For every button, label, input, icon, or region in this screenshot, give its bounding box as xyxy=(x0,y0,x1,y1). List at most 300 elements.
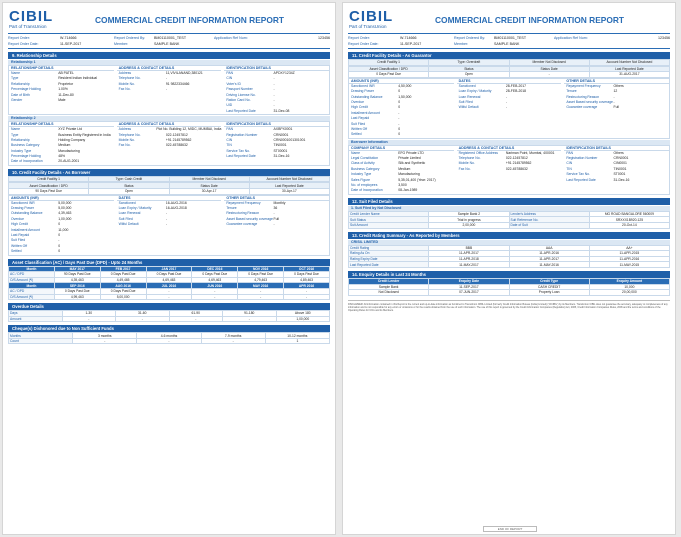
detail-label: Overdue xyxy=(11,216,25,221)
guarantor-facility-id-table xyxy=(348,59,670,66)
table-cell: Member Not Disclosed xyxy=(169,176,249,182)
detail-value: +91 2145789562 xyxy=(165,137,192,142)
section-title-enquiry: 14. Enquiry Details in Last 24 Months xyxy=(348,271,670,278)
detail-label: Service Tax No. xyxy=(226,148,251,153)
cibil-logo xyxy=(349,9,393,29)
table-cell: Last Reported Date xyxy=(349,262,429,268)
table-cell: - xyxy=(146,288,192,294)
detail-column xyxy=(349,146,454,194)
table-cell: O/S Amount (₹) xyxy=(9,277,55,283)
detail-value: 022-45788632 xyxy=(165,143,188,148)
detail-value: 20-AUG-2001 xyxy=(58,159,80,164)
detail-label: Repayment Frequency xyxy=(566,83,601,88)
detail-value: - xyxy=(273,222,275,227)
column-heading: ADDRESS & CONTACT DETAILS xyxy=(117,66,222,71)
table-cell: DEC 2016 xyxy=(192,266,238,272)
detail-value: 0 xyxy=(398,105,401,110)
detail-label: Mobile No. xyxy=(118,137,135,142)
detail-label: High Credit xyxy=(351,105,368,110)
table-cell: O/S Amount (₹) xyxy=(9,294,55,300)
detail-label: Address xyxy=(118,71,132,75)
detail-value: Private Limited xyxy=(398,156,421,161)
table-cell: Last Reported Date xyxy=(589,66,669,72)
detail-value: CRN0001 xyxy=(613,156,629,161)
table-cell: 4,99,463 xyxy=(54,294,100,300)
detail-value: - xyxy=(505,94,508,99)
table-cell: Enquiry Date xyxy=(429,278,509,284)
table-cell: 4,39,463 xyxy=(54,277,100,283)
table-cell: Credit Facility 1 xyxy=(9,176,89,182)
column-heading: DATES xyxy=(457,79,562,84)
detail-label: Wilful Default xyxy=(118,222,139,227)
table-cell: - xyxy=(284,288,330,294)
detail-label: Last Reported Date xyxy=(226,108,256,113)
relationship-2-grid xyxy=(8,121,330,166)
table-cell: - xyxy=(284,294,330,300)
table-cell: Last Reported Date xyxy=(249,183,329,189)
table-row xyxy=(9,316,330,322)
detail-value: 1.00% xyxy=(58,87,68,92)
column-heading: AMOUNTS (INR) xyxy=(349,79,454,84)
table-cell: - xyxy=(223,316,277,322)
detail-value: ST00001 xyxy=(273,148,288,153)
detail-value: - xyxy=(398,116,400,121)
table-cell: 11-APR-2016 xyxy=(589,256,669,262)
detail-value: 31-Dec-16 xyxy=(613,177,630,182)
detail-value: 31-Dec-16 xyxy=(273,154,290,159)
detail-row xyxy=(224,222,329,227)
table-cell: JAN 2017 xyxy=(146,266,192,272)
detail-value: 022-45788632 xyxy=(505,166,528,171)
table-cell: Amount xyxy=(9,316,63,322)
detail-label: No. of employees xyxy=(351,183,378,188)
detail-value: 12 xyxy=(613,89,618,94)
meta-label: Report Order: xyxy=(8,36,30,40)
table-cell: 0 Days Past Due xyxy=(192,272,238,278)
detail-value: - xyxy=(273,211,275,216)
detail-value: XYZ Private Ltd xyxy=(58,127,82,132)
table-cell: Credit Type xyxy=(509,278,589,284)
table-cell: Suit Reference No. xyxy=(509,217,589,223)
detail-value: 4,39,463 xyxy=(58,211,72,216)
report-title: COMMERCIAL CREDIT INFORMATION REPORT xyxy=(435,15,625,25)
detail-value: Medium xyxy=(398,166,411,171)
detail-row xyxy=(457,167,562,172)
detail-label: Written Off xyxy=(351,126,368,131)
table-cell: Sample Bank 2 xyxy=(429,211,509,217)
table-row xyxy=(349,223,670,229)
detail-column xyxy=(9,66,114,114)
detail-label: Guarantee coverage xyxy=(566,105,598,110)
detail-label: Overdue xyxy=(351,99,365,104)
table-cell: - xyxy=(62,316,116,322)
detail-label: Name xyxy=(11,71,21,75)
detail-label: TIN xyxy=(566,166,572,171)
detail-label: Drawing Power xyxy=(351,89,374,94)
detail-column xyxy=(9,122,114,165)
detail-label: Sales Figure xyxy=(351,177,371,182)
detail-row xyxy=(9,249,114,254)
table-cell: AA+ xyxy=(589,245,669,251)
detail-row xyxy=(117,143,222,148)
detail-value: 022-12457812 xyxy=(165,132,188,137)
detail-label: Last Repaid xyxy=(11,232,30,237)
detail-value: 0 xyxy=(398,99,401,104)
detail-value: 0 xyxy=(398,126,401,131)
detail-column xyxy=(349,79,454,138)
table-cell: Type: Cash Credit xyxy=(89,176,169,182)
table-cell: Status Date xyxy=(169,183,249,189)
detail-label: Fax No. xyxy=(458,166,471,171)
table-cell: - xyxy=(238,294,284,300)
cheques-table xyxy=(8,332,330,344)
brand-tagline: Part of TransUnion xyxy=(9,24,47,29)
detail-value: 31-Dec-08 xyxy=(273,108,290,113)
detail-value: ST0001 xyxy=(613,172,626,177)
table-cell: Status Date xyxy=(509,66,589,72)
meta-label: Report Order Date: xyxy=(8,42,39,46)
detail-value: - xyxy=(613,94,615,99)
suit-filed-table xyxy=(348,211,670,229)
table-cell: 7-9 months xyxy=(201,333,265,339)
table-cell: NOV 2016 xyxy=(238,266,284,272)
report-page-1 xyxy=(2,2,336,535)
report-page-2 xyxy=(342,2,676,535)
meta-value: SAMPLE BANK xyxy=(494,42,520,46)
detail-label: Industry Type xyxy=(351,172,372,177)
detail-label: Asset Based security coverage xyxy=(566,99,613,104)
table-cell: CASH CREDIT xyxy=(509,284,589,290)
report-meta xyxy=(8,33,330,49)
detail-column xyxy=(564,146,669,194)
table-cell: 90 Days Past Due xyxy=(54,272,100,278)
table-cell: 11-MAY-2017 xyxy=(429,262,509,268)
table-cell: OCT 2016 xyxy=(284,266,330,272)
detail-value: 0 xyxy=(58,249,61,254)
detail-label: Settled xyxy=(351,132,362,137)
meta-value: W-714666 xyxy=(400,36,417,40)
table-cell: Suit Amount xyxy=(349,223,429,229)
table-cell: 3 months xyxy=(73,333,137,339)
detail-value: 4,50,000 xyxy=(398,83,412,88)
detail-value: Manufacturing xyxy=(58,148,80,153)
table-cell: JUL 2016 xyxy=(146,283,192,289)
detail-value: - xyxy=(165,216,168,221)
detail-value: - xyxy=(273,76,275,81)
detail-value: - xyxy=(58,238,60,243)
detail-label: CIN xyxy=(566,161,573,166)
detail-value: - xyxy=(505,99,508,104)
relationship-1-grid xyxy=(8,65,330,115)
detail-value: 0 xyxy=(58,232,61,237)
detail-label: Sanctioned xyxy=(458,83,476,88)
section-title-overdue: Overdue Details xyxy=(8,303,330,310)
table-cell: JUN 2016 xyxy=(192,283,238,289)
table-cell: 1-30 xyxy=(62,311,116,317)
section-title-credit-facility: 10. Credit Facility Details - As Borrower xyxy=(8,169,330,176)
table-cell: 11-APR-2015 xyxy=(589,251,669,257)
detail-column xyxy=(9,196,114,255)
meta-label: Report Ordered By: xyxy=(454,36,486,40)
table-row xyxy=(9,189,330,195)
table-cell: 11-APR-2018 xyxy=(429,256,509,262)
detail-label: Telephone No. xyxy=(458,156,481,161)
table-cell: 4,69,463 xyxy=(146,277,192,283)
detail-value: 0 xyxy=(58,243,61,248)
meta-label: Member: xyxy=(114,42,129,46)
report-title: COMMERCIAL CREDIT INFORMATION REPORT xyxy=(95,15,285,25)
table-cell: Property Loan xyxy=(509,290,589,296)
detail-label: Outstanding Balance xyxy=(11,211,43,216)
suit-filed-subtitle: 1. Suit Filed by Not Disclosed xyxy=(348,206,670,211)
detail-label: Sanctioned INR xyxy=(11,200,35,205)
brand-name: CIBIL xyxy=(9,8,54,25)
detail-label: Voter's ID xyxy=(226,81,241,86)
detail-value: 0 xyxy=(398,89,401,94)
table-cell: Rating As On xyxy=(349,251,429,257)
detail-label: Outstanding Balance xyxy=(351,94,383,99)
detail-value: Others xyxy=(613,83,624,88)
detail-label: Passport Number xyxy=(226,87,253,92)
table-cell: AC / DPD xyxy=(9,272,55,278)
table-cell: Suit Status xyxy=(349,217,429,223)
detail-label: Suit Filed xyxy=(118,216,133,221)
detail-value: EFG Private LTD xyxy=(398,150,424,155)
table-cell: - xyxy=(192,294,238,300)
detail-label: Last Reported Date xyxy=(566,177,596,182)
detail-value: Male xyxy=(58,97,66,102)
table-cell: Days xyxy=(9,311,63,317)
detail-row xyxy=(224,154,329,159)
detail-label: Sanctioned xyxy=(118,200,136,205)
detail-row xyxy=(349,132,454,137)
detail-value: 11,000 xyxy=(58,227,69,232)
detail-label: Wilful Default xyxy=(458,105,479,110)
meta-value: W-714666 xyxy=(60,36,77,40)
table-cell: FEB 2017 xyxy=(100,266,146,272)
detail-value: Holding Company xyxy=(58,137,86,142)
table-cell: Status xyxy=(429,66,509,72)
detail-label: PAN xyxy=(226,71,234,75)
detail-value: 3,500 xyxy=(398,183,407,188)
table-cell: Account Number Not Disclosed xyxy=(589,60,669,66)
detail-row xyxy=(564,105,669,110)
table-cell: Month xyxy=(9,283,55,289)
detail-column xyxy=(117,122,222,165)
detail-value: 16-AUG-2018 xyxy=(165,206,187,211)
detail-label: Date of Birth xyxy=(11,92,30,97)
detail-value: CIN0001 xyxy=(613,161,627,166)
table-cell: - xyxy=(137,338,201,344)
table-cell: 4,69,463 xyxy=(192,277,238,283)
detail-label: TIN xyxy=(226,143,232,148)
section-title-relationship: 9. Relationship Details xyxy=(8,52,330,59)
table-cell: AAA xyxy=(509,245,589,251)
table-cell: 11-MAY-2015 xyxy=(589,262,669,268)
relationship-1-label: Relationship 1 xyxy=(8,60,330,65)
meta-value: BM01110001_TEST xyxy=(154,36,187,40)
detail-label: Name xyxy=(11,127,21,132)
table-cell: 0 Days Past Due xyxy=(54,288,100,294)
detail-label: Type xyxy=(11,132,19,137)
overdue-table xyxy=(8,310,330,322)
table-cell: 10-12 months xyxy=(265,333,329,339)
table-cell: MAY 2016 xyxy=(238,283,284,289)
table-cell: - xyxy=(169,316,223,322)
table-cell: Credit Facility 1 xyxy=(349,60,429,66)
detail-label: Business Category xyxy=(11,143,40,148)
table-cell: APR 2016 xyxy=(284,283,330,289)
detail-label: Tenure xyxy=(566,89,577,94)
detail-value: Business Entity Registered in India xyxy=(58,132,111,137)
detail-label: Registration Number xyxy=(226,132,258,137)
detail-value: 28-FEB-2018 xyxy=(505,89,527,94)
detail-value: 0 xyxy=(58,222,61,227)
enquiry-table xyxy=(348,278,670,296)
table-cell: 0 Days Past Due xyxy=(238,272,284,278)
table-cell: 5,00,000 xyxy=(100,294,146,300)
detail-column xyxy=(564,79,669,138)
detail-value: Resident Indian Individual xyxy=(58,76,98,81)
detail-label: CIN xyxy=(226,76,233,81)
table-cell: Type: Overdraft xyxy=(429,60,509,66)
table-cell: MG ROAD BANGALORE 560009 xyxy=(589,211,669,217)
table-cell: 4,49,465 xyxy=(100,277,146,283)
table-cell: 20,00,000 xyxy=(589,290,669,296)
detail-label: CIN xyxy=(226,137,233,142)
section-title-cheques: Cheque(s) Dishonored due to Non Sufficient Funds xyxy=(8,325,330,332)
detail-label: Business Category xyxy=(351,166,380,171)
detail-label: Percentage Holding xyxy=(11,87,41,92)
detail-column xyxy=(457,79,562,138)
table-row xyxy=(349,60,670,66)
detail-label: PAN xyxy=(566,150,574,155)
disclaimer-text: DISCLAIMER: All information contained in this Report is the current and up-to-date information as furnished to TransUnion CIBIL Limited (formerly Credit Information Bureau (India) Limited) ('CICIBIL') by its Members. TransUnion CIBIL does not guarantee the accuracy, adequacy or completeness of any information and is not responsible for any errors or omissions or for the results obtained from the use of such information. The use of this report is governed by the Credit Information Companies (Regulation) Act, 2005, Credit Information Companies Rules, 2006 and the terms and conditions of the Operating Rules for CICs and its Members. xyxy=(348,300,670,312)
table-cell: 11-SEP-2017 xyxy=(429,284,509,290)
detail-label: Drawing Power xyxy=(11,206,34,211)
table-cell: 61-90 xyxy=(169,311,223,317)
table-cell: 0 Days Past Due xyxy=(284,272,330,278)
detail-value: - xyxy=(165,211,168,216)
table-cell: Lender's Address xyxy=(509,211,589,217)
detail-value: 1,50,000 xyxy=(398,94,412,99)
detail-row xyxy=(564,178,669,183)
table-row xyxy=(9,176,330,182)
table-cell: 4,89,463 xyxy=(284,277,330,283)
detail-label: Date of Incorporation xyxy=(11,159,43,164)
meta-label: Report Order Date: xyxy=(348,42,379,46)
cibil-logo xyxy=(9,9,53,29)
detail-label: Fax No. xyxy=(118,143,131,148)
detail-column xyxy=(117,66,222,114)
meta-value: SAMPLE BANK xyxy=(154,42,180,46)
detail-value: - xyxy=(505,105,508,110)
table-cell: 31-60 xyxy=(116,311,170,317)
detail-value: 022-12457812 xyxy=(505,156,528,161)
detail-label: Relationship xyxy=(11,81,30,86)
table-cell: Open xyxy=(89,189,169,195)
detail-value: Manufacturing xyxy=(398,172,420,177)
column-heading: IDENTIFICATION DETAILS xyxy=(224,66,329,71)
detail-value: - xyxy=(273,92,275,97)
table-row xyxy=(349,290,670,296)
detail-value: 0 xyxy=(398,132,401,137)
table-cell: Count xyxy=(9,338,73,344)
detail-label: Industry Type xyxy=(11,148,32,153)
meta-label: Member: xyxy=(454,42,469,46)
detail-label: Relationship xyxy=(11,137,30,142)
column-heading: AMOUNTS (INR) xyxy=(9,196,114,201)
table-cell: 31-AUG-2017 xyxy=(589,72,669,78)
detail-label: Percentage Holding xyxy=(11,154,41,159)
table-cell: SEP 2016 xyxy=(54,283,100,289)
table-cell: AUG 2016 xyxy=(100,283,146,289)
meta-value: 123456 xyxy=(318,36,330,40)
table-cell: Status xyxy=(89,183,169,189)
table-cell: Sample Bank xyxy=(349,284,429,290)
meta-label: Application Ref Num: xyxy=(554,36,588,40)
table-cell: 0 Days Past Due xyxy=(146,272,192,278)
detail-value: 11,VIVILANAND,380121 xyxy=(165,71,203,75)
detail-value: - xyxy=(165,222,168,227)
detail-label: Restructuring Reason xyxy=(566,94,600,99)
detail-row xyxy=(349,188,454,193)
report-header xyxy=(3,3,335,33)
table-cell: - xyxy=(146,294,192,300)
table-cell: Month xyxy=(9,266,55,272)
table-cell: - xyxy=(238,288,284,294)
detail-value: +91 2145789562 xyxy=(505,161,532,166)
report-meta xyxy=(348,33,670,49)
asset-classification-table xyxy=(8,182,330,194)
table-cell: 1 xyxy=(265,338,329,344)
detail-value: Plot No. Building 12, MIDC, MUMBAI, India xyxy=(156,127,222,132)
detail-label: Gender xyxy=(11,97,23,102)
detail-row xyxy=(457,105,562,110)
detail-label: Asset Based security coverage xyxy=(226,216,273,221)
detail-label: Name xyxy=(351,150,361,155)
detail-label: Type xyxy=(11,76,19,81)
detail-value: - xyxy=(165,76,168,81)
table-cell: - xyxy=(116,316,170,322)
table-cell: - xyxy=(201,338,265,344)
meta-label: Report Ordered By: xyxy=(114,36,146,40)
detail-value: 48% xyxy=(58,154,66,159)
column-heading: ADDRESS & CONTACT DETAILS xyxy=(457,146,562,151)
detail-label: Registered Office Address xyxy=(458,150,498,155)
detail-label: Suit Filed xyxy=(11,238,26,243)
section-title-suit-filed: 12. Suit Filed Details xyxy=(348,198,670,205)
detail-row xyxy=(117,87,222,92)
table-cell: BBB xyxy=(429,245,509,251)
table-cell: 0 Days Past Due xyxy=(100,272,146,278)
table-cell: Open xyxy=(429,72,509,78)
table-cell: Trial in progress xyxy=(429,217,509,223)
detail-label: Loan Renewal xyxy=(118,211,141,216)
detail-value: - xyxy=(613,99,615,104)
table-cell: Not Disclosed xyxy=(349,290,429,296)
table-cell: AC / DPD xyxy=(9,288,55,294)
section-title-dpd: Asset Classification (AC) / Days Past Due (DPD) - Upto 24 Months xyxy=(8,259,330,266)
table-cell: 11-APR-2017 xyxy=(509,256,589,262)
detail-value: 16-AUG-2016 xyxy=(165,200,187,205)
detail-label: Address xyxy=(118,127,132,132)
detail-value: 91 9822334466 xyxy=(165,81,190,86)
detail-value: Monthly xyxy=(273,200,286,205)
table-cell: Months xyxy=(9,333,73,339)
table-row xyxy=(9,338,330,344)
table-cell: 4-6 months xyxy=(137,333,201,339)
